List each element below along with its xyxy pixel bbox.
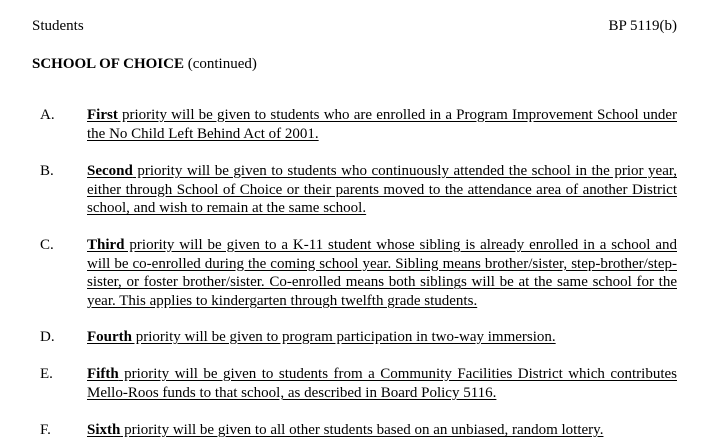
item-lead: Fourth [87, 329, 132, 345]
item-text: priority will be given to students who are enrolled in a Program Improvement School under the No Child Left Behind Act of 2001. [87, 107, 677, 142]
item-letter: C. [40, 237, 54, 253]
item-body [87, 421, 677, 440]
item-letter: D. [40, 329, 55, 345]
header-policy-number: BP 5119(b) [608, 18, 677, 34]
item-body [87, 365, 677, 402]
section-title-bold: SCHOOL OF CHOICE [32, 56, 184, 72]
item-body [87, 236, 677, 311]
item-letter: F. [40, 422, 51, 438]
item-text: priority will be given to all other students based on an unbiased, random lottery. [120, 422, 604, 438]
item-lead: Fifth [87, 366, 119, 382]
item-text: priority will be given to a K-11 student whose sibling is already enrolled in a school and will be co-enrolled during the coming school year. Sibling means brother/sister, step-brother/step-sister, or foster brother/sister. Co-enrolled means both siblings will be at the same school for the year. This applies to kindergarten through twelfth grade students. [87, 237, 677, 310]
item-body [87, 162, 677, 218]
item-text: priority will be given to students who continuously attended the school in the prior year, either through School of Choice or their parents moved to the attendance area of another District school, and wish to remain at the same school. [87, 163, 677, 217]
item-lead: First [87, 107, 118, 123]
item-lead: Third [87, 237, 125, 253]
item-letter: A. [40, 107, 55, 123]
item-body [87, 106, 677, 143]
item-body [87, 328, 677, 347]
item-text: priority will be given to students from a Community Facilities District which contributes Mello-Roos funds to that school, as described in Board Policy 5116. [87, 366, 677, 401]
section-title [32, 56, 257, 73]
header-category: Students [32, 18, 84, 34]
section-title-continued: (continued) [183, 56, 257, 72]
item-text: priority will be given to program participation in two-way immersion. [132, 329, 556, 345]
item-lead: Sixth [87, 422, 121, 438]
item-letter: B. [40, 163, 54, 179]
item-lead: Second [87, 163, 133, 179]
item-letter: E. [40, 366, 53, 382]
